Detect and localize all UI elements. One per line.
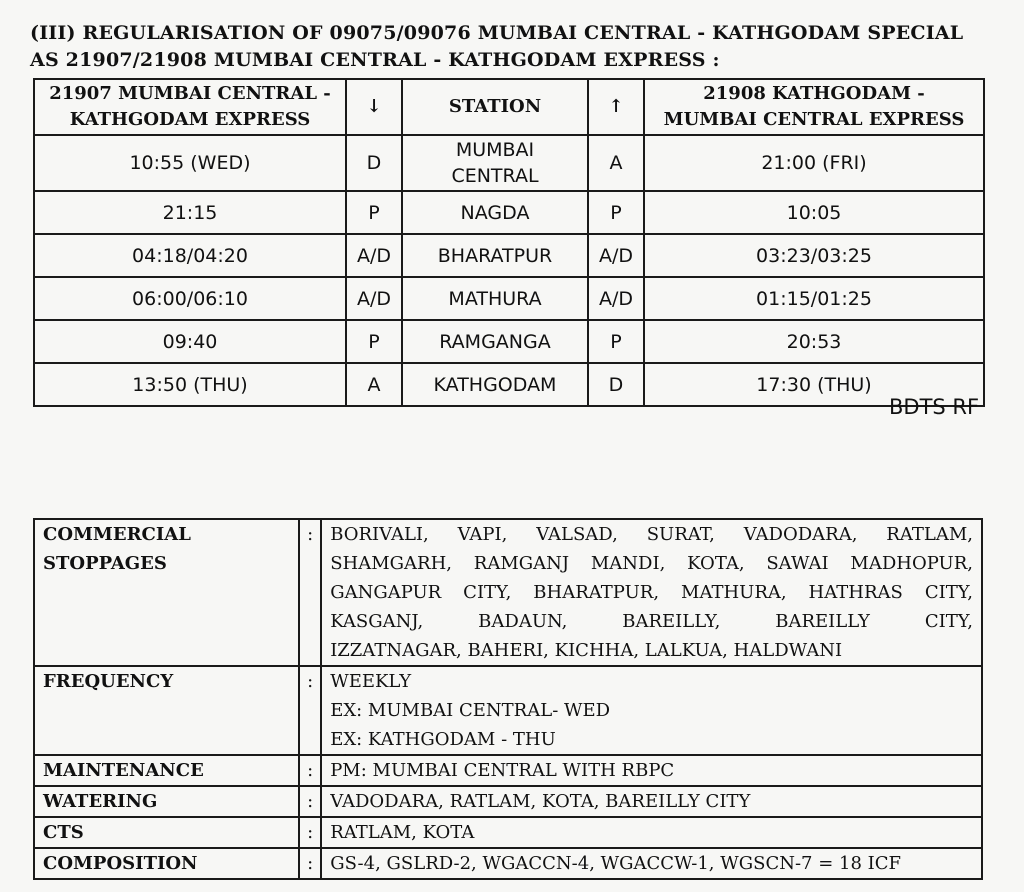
- header-down-train-line-1: 21907 MUMBAI CENTRAL -: [49, 83, 331, 104]
- down-code: P: [346, 191, 402, 234]
- colon-separator: :: [299, 786, 321, 817]
- table-row: [34, 817, 982, 848]
- watermark-text: BDTS RF: [889, 395, 980, 419]
- colon-separator: :: [299, 848, 321, 879]
- colon-separator: :: [299, 519, 321, 666]
- header-up-train-line-2: MUMBAI CENTRAL EXPRESS: [663, 109, 965, 130]
- table-row: [34, 755, 982, 786]
- maintenance-label: MAINTENANCE: [34, 755, 299, 786]
- down-arrow-icon: ↓: [346, 79, 402, 135]
- table-row: [34, 234, 984, 277]
- table-row: [34, 363, 984, 406]
- timetable-header-row: [34, 79, 984, 135]
- table-row: [34, 135, 984, 191]
- composition-value: GS-4, GSLRD-2, WGACCN-4, WGACCW-1, WGSCN-7 = 18 ICF: [321, 848, 982, 879]
- down-time: 04:18/04:20: [34, 234, 346, 277]
- station-name-line-2: CENTRAL: [451, 165, 539, 187]
- up-code: P: [588, 191, 644, 234]
- up-time: 17:30 (THU): [644, 363, 984, 406]
- stoppages-line: BORIVALI, VAPI, VALSAD, SURAT, VADODARA, RATLAM,: [330, 524, 973, 545]
- down-time: 06:00/06:10: [34, 277, 346, 320]
- table-row: [34, 519, 982, 666]
- header-down-train: [34, 79, 346, 135]
- watering-value: VADODARA, RATLAM, KOTA, BAREILLY CITY: [321, 786, 982, 817]
- header-down-train-line-2: KATHGODAM EXPRESS: [69, 109, 311, 130]
- table-row: [34, 666, 982, 755]
- heading-line-2: AS 21907/21908 MUMBAI CENTRAL - KATHGODAM EXPRESS :: [30, 49, 720, 71]
- down-time: 13:50 (THU): [34, 363, 346, 406]
- colon-separator: :: [299, 666, 321, 755]
- down-code: A/D: [346, 277, 402, 320]
- up-code: A/D: [588, 277, 644, 320]
- commercial-stoppages-label-line-1: COMMERCIAL: [43, 524, 191, 545]
- timetable: [33, 78, 985, 407]
- stoppages-line: IZZATNAGAR, BAHERI, KICHHA, LALKUA, HALDWANI: [330, 640, 843, 661]
- frequency-line: EX: MUMBAI CENTRAL- WED: [330, 700, 611, 721]
- up-code: A: [588, 135, 644, 191]
- stoppages-line: SHAMGARH, RAMGANJ MANDI, KOTA, SAWAI MADHOPUR,: [330, 553, 973, 574]
- station-name: RAMGANGA: [402, 320, 588, 363]
- up-time: 10:05: [644, 191, 984, 234]
- station-name-line-1: MUMBAI: [455, 139, 535, 161]
- up-time: 21:00 (FRI): [644, 135, 984, 191]
- maintenance-value: PM: MUMBAI CENTRAL WITH RBPC: [321, 755, 982, 786]
- commercial-stoppages-label-line-2: STOPPAGES: [43, 553, 167, 574]
- up-code: P: [588, 320, 644, 363]
- colon-separator: :: [299, 817, 321, 848]
- header-up-train-line-1: 21908 KATHGODAM -: [703, 83, 925, 104]
- document-heading: [30, 20, 1000, 74]
- stoppages-line: KASGANJ, BADAUN, BAREILLY, BAREILLY CITY,: [330, 611, 973, 632]
- frequency-line: EX: KATHGODAM - THU: [330, 729, 556, 750]
- frequency-line: WEEKLY: [330, 671, 412, 692]
- table-row: [34, 277, 984, 320]
- down-time: 09:40: [34, 320, 346, 363]
- station-name: [402, 135, 588, 191]
- station-name: BHARATPUR: [402, 234, 588, 277]
- up-time: 03:23/03:25: [644, 234, 984, 277]
- stoppages-line: GANGAPUR CITY, BHARATPUR, MATHURA, HATHRAS CITY,: [330, 582, 973, 603]
- station-name: KATHGODAM: [402, 363, 588, 406]
- down-code: A/D: [346, 234, 402, 277]
- frequency-label: FREQUENCY: [34, 666, 299, 755]
- colon-separator: :: [299, 755, 321, 786]
- cts-label: CTS: [34, 817, 299, 848]
- station-name: MATHURA: [402, 277, 588, 320]
- details-table: [33, 518, 983, 880]
- table-row: [34, 320, 984, 363]
- down-time: 10:55 (WED): [34, 135, 346, 191]
- down-code: P: [346, 320, 402, 363]
- up-time: 01:15/01:25: [644, 277, 984, 320]
- table-row: [34, 786, 982, 817]
- heading-line-1: (III) REGULARISATION OF 09075/09076 MUMBAI CENTRAL - KATHGODAM SPECIAL: [30, 22, 964, 44]
- commercial-stoppages-label: [34, 519, 299, 666]
- down-time: 21:15: [34, 191, 346, 234]
- header-up-train: [644, 79, 984, 135]
- header-station: STATION: [402, 79, 588, 135]
- up-code: A/D: [588, 234, 644, 277]
- watering-label: WATERING: [34, 786, 299, 817]
- table-row: [34, 191, 984, 234]
- commercial-stoppages-value: [321, 519, 982, 666]
- composition-label: COMPOSITION: [34, 848, 299, 879]
- up-code: D: [588, 363, 644, 406]
- frequency-value: [321, 666, 982, 755]
- down-code: A: [346, 363, 402, 406]
- down-code: D: [346, 135, 402, 191]
- cts-value: RATLAM, KOTA: [321, 817, 982, 848]
- up-arrow-icon: ↑: [588, 79, 644, 135]
- table-row: [34, 848, 982, 879]
- station-name: NAGDA: [402, 191, 588, 234]
- up-time: 20:53: [644, 320, 984, 363]
